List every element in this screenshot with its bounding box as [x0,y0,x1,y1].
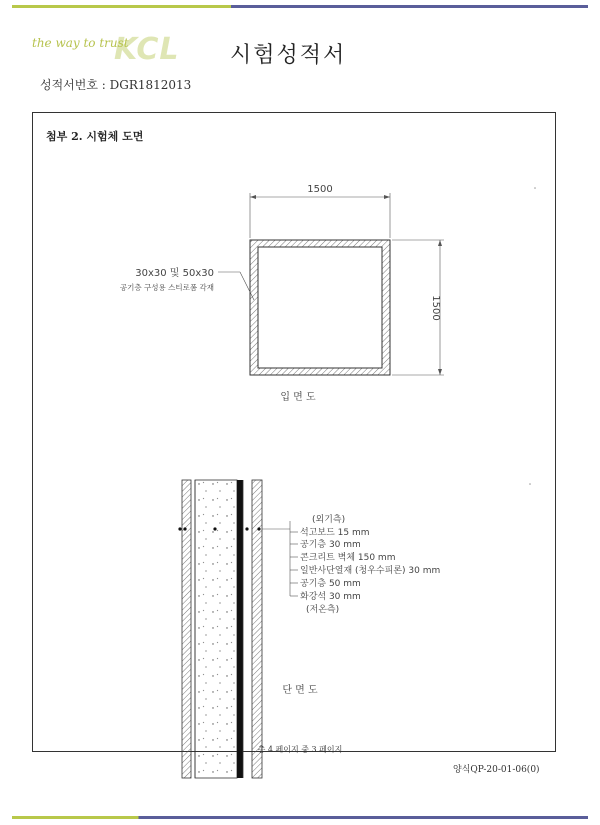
layer-label-concrete: 콘크리트 벽체 150 mm [300,553,396,563]
logo-tagline: the way to trust [32,36,129,50]
layer-label-exterior: (외기측) [312,515,346,525]
height-dimension-label: 1500 [430,295,441,321]
insulation-layer [237,480,243,778]
elevation-note-line2: 공기층 구성용 스티로폼 각재 [119,283,214,292]
scan-speck [529,483,531,485]
gypsum-board-layer [182,480,191,778]
layer-label-air-30: 공기층 30 mm [300,540,361,550]
layer-label-granite: 화강석 30 mm [300,592,361,602]
sensor-point [183,527,186,530]
elevation-note-line1: 30x30 및 50x30 [135,268,214,279]
section-view [178,480,440,778]
width-dimension-label: 1500 [307,184,333,195]
bottom-accent-bar [12,816,588,819]
section-title: 첨부 2. 시험체 도면 [46,130,144,143]
sensor-point [178,527,181,530]
width-dimension [250,193,390,238]
layer-label-gypsum: 석고보드 15 mm [300,528,370,538]
layer-label-air-50: 공기층 50 mm [300,579,361,589]
sensor-point [257,527,260,530]
layer-leader-lines [262,521,298,596]
granite-layer [252,480,262,778]
form-number: 양식QP-20-01-06(0) [453,765,540,775]
concrete-wall-layer [195,480,237,778]
sensor-point [238,527,241,530]
sensor-point [213,527,216,530]
elevation-caption: 입 면 도 [280,392,316,403]
section-caption: 단 면 도 [282,685,318,696]
layer-label-interior: (저온측) [306,605,340,615]
layer-label-insulation: 일반사단열재 (청우수피론) 30 mm [300,566,441,576]
logo-mark: KCL [114,32,180,67]
scan-speck [534,187,536,189]
page-indicator: 총 4 페이지 중 3 페이지 [257,745,343,754]
document-title: 시험성적서 [230,43,347,68]
elevation-view [120,184,444,403]
sensor-point [245,527,248,530]
report-number: 성적서번호 : DGR1812013 [40,78,192,92]
elevation-inner-opening [258,247,382,368]
